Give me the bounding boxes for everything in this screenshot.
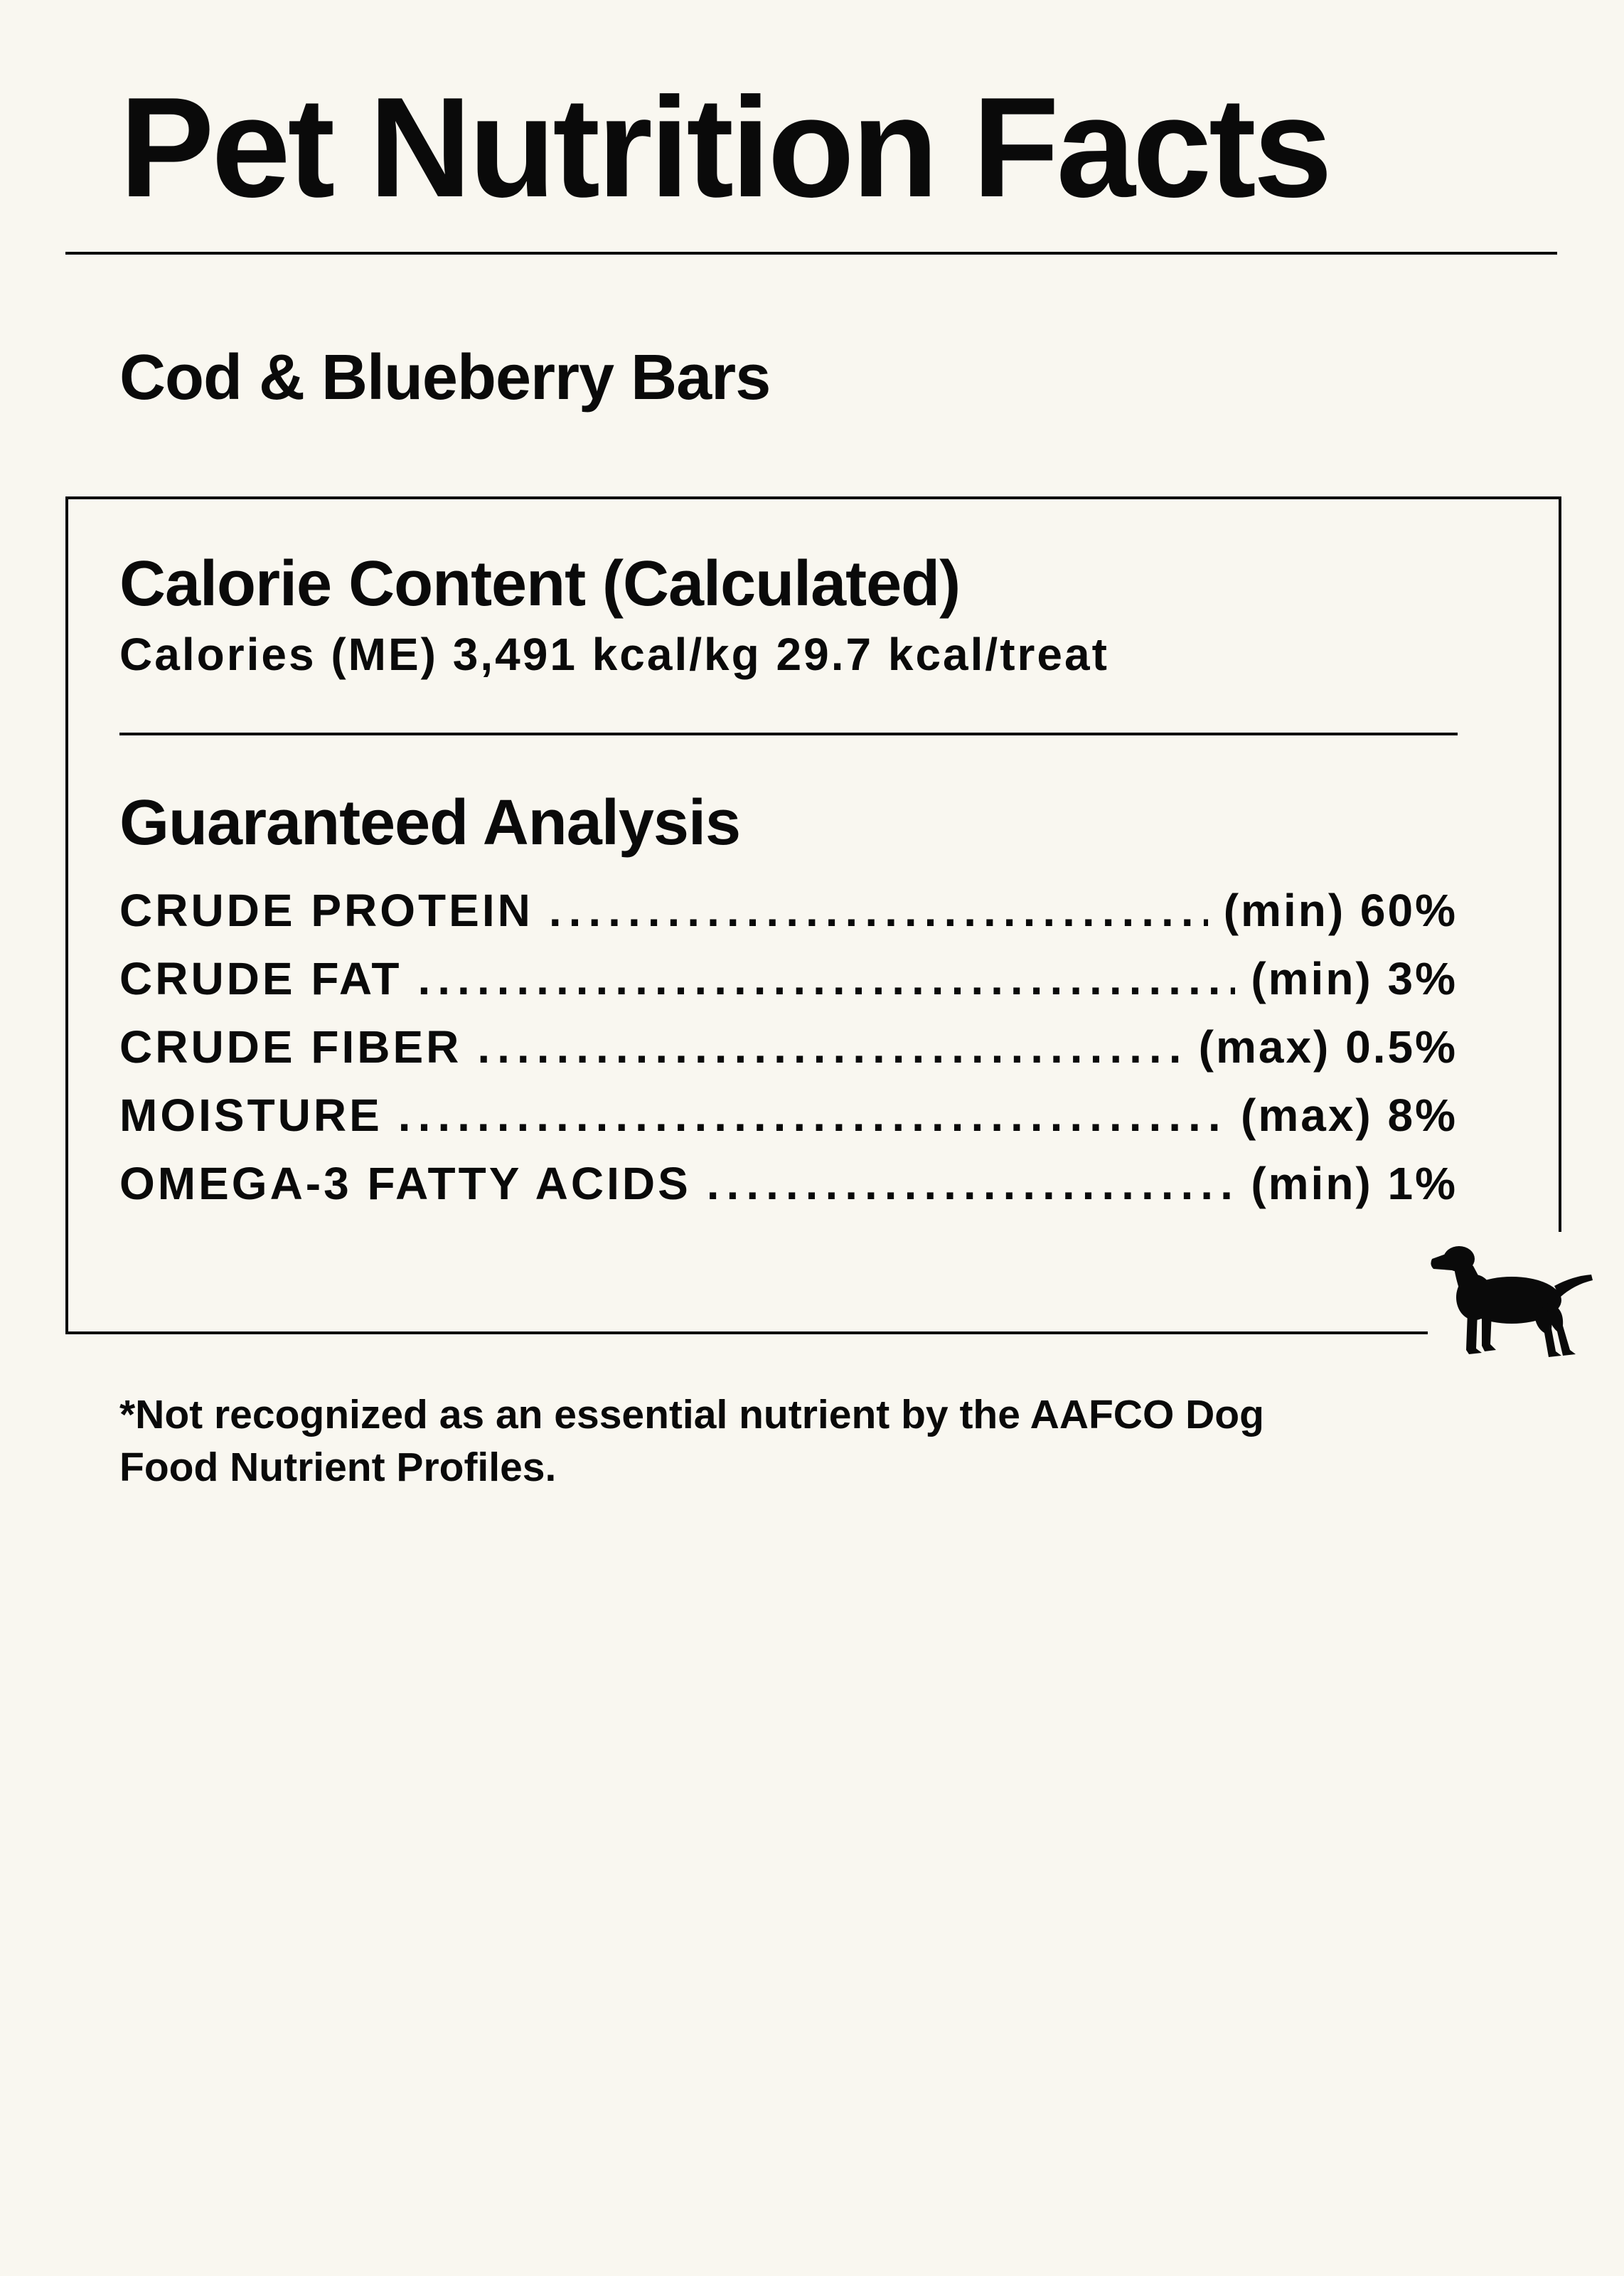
- dot-leader: [477, 1013, 1182, 1081]
- dot-leader: [707, 1149, 1236, 1218]
- nutrient-value: (min) 60%: [1223, 885, 1458, 936]
- nutrient-name: MOISTURE: [119, 1090, 383, 1141]
- analysis-row-crude-fiber: [119, 1013, 1458, 1081]
- product-name: Cod & Blueberry Bars: [119, 342, 771, 413]
- nutrient-value: (max) 8%: [1241, 1090, 1458, 1141]
- page-title: Pet Nutrition Facts: [119, 68, 1330, 227]
- nutrient-name: CRUDE FIBER: [119, 1021, 462, 1073]
- dot-leader: [549, 876, 1208, 945]
- section-divider: [119, 733, 1458, 735]
- dog-silhouette-icon: [1428, 1232, 1598, 1364]
- guaranteed-analysis-heading: Guaranteed Analysis: [119, 787, 741, 858]
- footnote: *Not recognized as an essential nutrient by the AAFCO Dog Food Nutrient Profiles.: [119, 1392, 1264, 1490]
- analysis-row-crude-protein: [119, 876, 1458, 945]
- analysis-row-omega-3: [119, 1149, 1458, 1218]
- guaranteed-analysis-list: [119, 876, 1458, 1218]
- calorie-content-value: Calories (ME) 3,491 kcal/kg 29.7 kcal/treat: [119, 629, 1109, 680]
- calorie-content-heading: Calorie Content (Calculated): [119, 548, 961, 619]
- analysis-row-moisture: [119, 1081, 1458, 1149]
- nutrient-name: CRUDE PROTEIN: [119, 885, 533, 936]
- nutrient-value: (min) 3%: [1251, 953, 1458, 1004]
- dot-leader: [417, 945, 1235, 1013]
- analysis-row-crude-fat: [119, 945, 1458, 1013]
- nutrient-value: (max) 0.5%: [1198, 1021, 1458, 1073]
- dot-leader: [398, 1081, 1225, 1149]
- nutrient-name: OMEGA-3 FATTY ACIDS: [119, 1158, 691, 1209]
- title-divider: [65, 252, 1557, 255]
- nutrient-value: (min) 1%: [1251, 1158, 1458, 1209]
- nutrient-name: CRUDE FAT: [119, 953, 402, 1004]
